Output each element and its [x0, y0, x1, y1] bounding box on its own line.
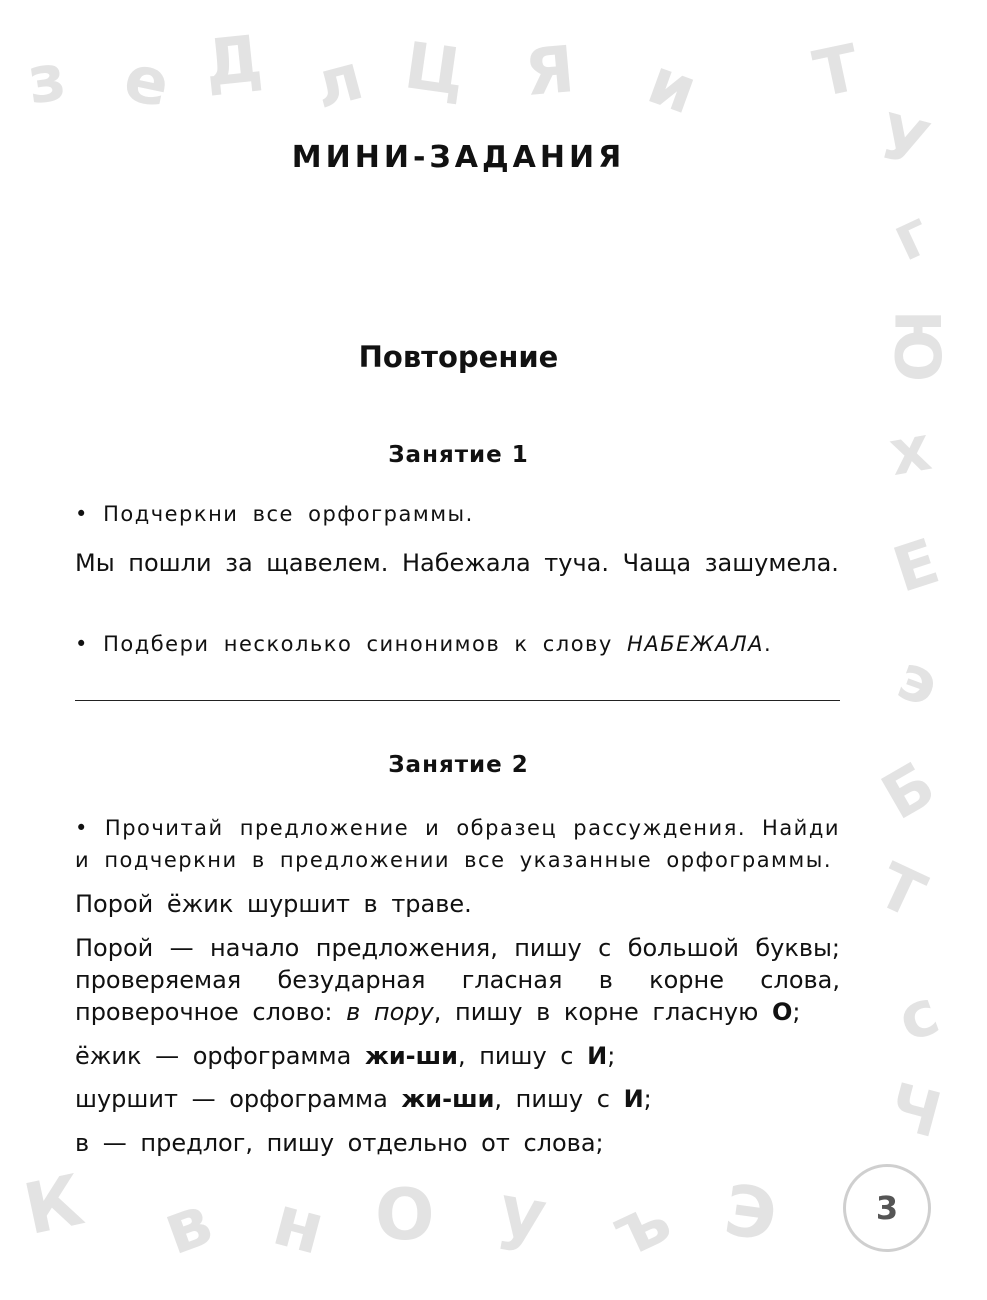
decor-letter: e	[117, 41, 176, 123]
decor-letter: х	[883, 411, 936, 490]
reasoning-text: шуршит — орфограмма	[75, 1085, 402, 1113]
lesson1-task2: • Подбери несколько синонимов к слову НАБЕЖАЛА.	[75, 632, 773, 656]
section-title: Повторение	[358, 340, 559, 374]
decor-letter: К	[17, 1158, 91, 1252]
reasoning-text: Порой — начало предложения, пишу с большой буквы; проверяемая безударная гласная в корне слова, проверочное слово:	[75, 934, 840, 1026]
decor-letter: Т	[807, 31, 866, 113]
decor-letter: э	[888, 639, 949, 722]
decor-letter: Я	[521, 32, 578, 112]
task-text: Подбери несколько синонимов к слову	[103, 632, 628, 656]
answer-line	[75, 700, 840, 701]
decor-letter: и	[638, 44, 707, 130]
decor-letter: л	[306, 40, 371, 124]
reasoning-para-3	[75, 1083, 840, 1115]
punct: ;	[792, 998, 801, 1026]
lesson2-task: • Прочитай предложение и образец рассуждения. Найди и подчеркни в предложении все указанные орфограммы.	[75, 816, 840, 872]
task-word: НАБЕЖАЛА	[627, 632, 765, 656]
check-word: в пору	[346, 998, 434, 1026]
reasoning-text: , пишу в корне гласную	[433, 998, 772, 1026]
decor-letter: н	[265, 1179, 334, 1271]
decor-letter: з	[23, 40, 71, 120]
reasoning-text: , пишу с	[457, 1042, 588, 1070]
letter: И	[623, 1085, 644, 1113]
rule: жи-ши	[401, 1085, 495, 1113]
lesson1-task1: • Подчеркни все орфограммы.	[75, 502, 474, 526]
lesson1-text: Мы пошли за щавелем. Набежала туча. Чаща зашумела.	[75, 549, 839, 577]
reasoning-text: ёжик — орфограмма	[75, 1042, 365, 1070]
decor-letter: Ю	[880, 309, 954, 383]
reasoning-text: , пишу с	[494, 1085, 624, 1113]
decor-letter: О	[375, 1174, 435, 1256]
decor-letter: с	[888, 974, 948, 1057]
page-title: МИНИ-ЗАДАНИЯ	[291, 140, 626, 175]
task-text: Прочитай предложение и образец рассуждения. Найди и подчеркни в предложении все указанные орфограммы.	[75, 816, 840, 872]
reasoning-para-4: в — предлог, пишу отдельно от слова;	[75, 1129, 604, 1157]
decor-letter: Е	[884, 524, 948, 607]
lesson2-heading: Занятие 2	[388, 752, 529, 778]
rule: жи-ши	[364, 1042, 458, 1070]
punct: ;	[643, 1085, 652, 1113]
letter: О	[771, 998, 793, 1026]
decor-letter: Т	[866, 848, 936, 933]
reasoning-para-2	[75, 1040, 840, 1072]
decor-letter: ъ	[600, 1176, 683, 1274]
task-text: Подчеркни все орфограммы.	[103, 502, 474, 526]
reasoning-para-1	[75, 932, 840, 1028]
decor-letter: У	[871, 99, 937, 182]
decor-letter: Б	[869, 747, 948, 834]
decor-letter: Э	[719, 1168, 782, 1258]
decor-letter: Ц	[400, 29, 470, 111]
page-number: 3	[843, 1164, 931, 1252]
decor-letter: в	[152, 1178, 222, 1272]
decor-letter: г	[880, 195, 942, 276]
decor-letter: Ч	[881, 1068, 949, 1153]
lesson2-sentence: Порой ёжик шуршит в траве.	[75, 890, 472, 918]
lesson1-heading: Занятие 1	[388, 442, 529, 468]
punct: ;	[607, 1042, 616, 1070]
decor-letter: у	[493, 1168, 553, 1258]
task-punct: .	[764, 632, 773, 656]
decor-letter: Д	[201, 22, 266, 102]
letter: И	[587, 1042, 608, 1070]
